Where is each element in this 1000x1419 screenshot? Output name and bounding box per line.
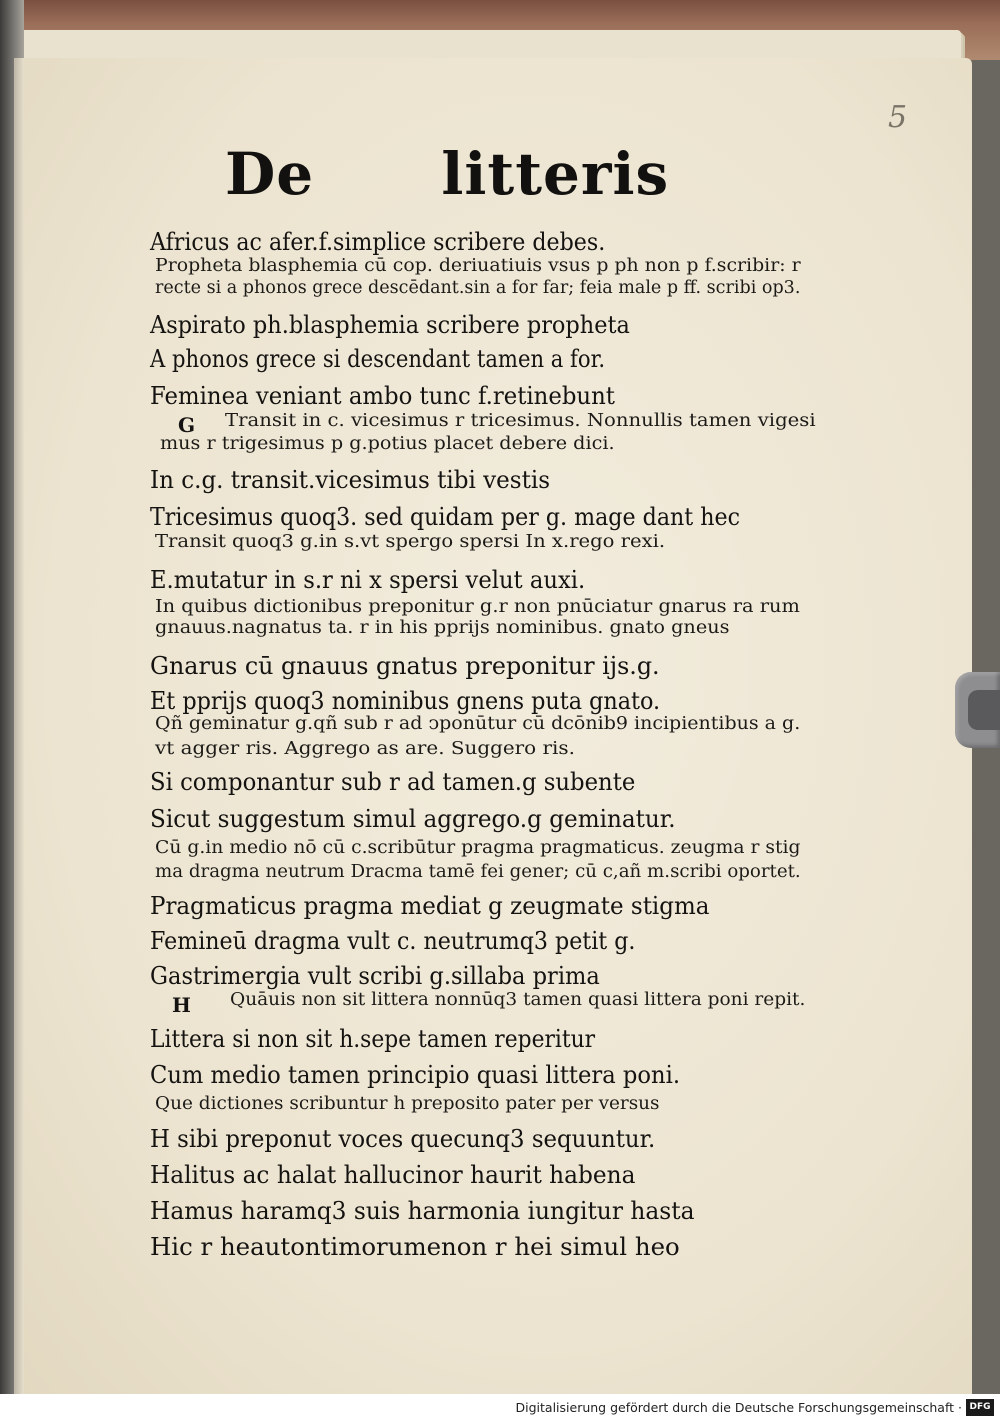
gloss-line: vt agger ris. Aggrego as are. Suggero ris. — [155, 739, 575, 759]
gloss-line: Transit in c. vicesimus r tricesimus. Nonnullis tamen vigesi — [225, 411, 816, 431]
gloss-line: Qñ geminatur g.qñ sub r ad ↄponūtur cū dcōnib9 incipientibus a g. — [155, 714, 801, 734]
verse-line: H sibi preponut voces quecunq3 sequuntur. — [150, 1125, 656, 1153]
marginal-letter-h: H — [172, 993, 191, 1017]
funding-credit: Digitalisierung gefördert durch die Deutsche Forschungsgemeinschaft · — [515, 1400, 962, 1415]
verse-line: Littera si non sit h.sepe tamen reperitur — [150, 1025, 596, 1053]
gloss-line: Que dictiones scribuntur h preposito pater per versus — [155, 1094, 660, 1114]
verse-line: Gnarus cū gnauus gnatus preponitur ijs.g. — [150, 652, 660, 680]
verse-line: Hamus haramq3 suis harmonia iungitur hasta — [150, 1197, 695, 1225]
verse-line: Africus ac afer.f.simplice scribere debes. — [150, 228, 606, 256]
gloss-line: In quibus dictionibus preponitur g.r non pnūciatur gnarus ra rum — [155, 597, 800, 617]
gloss-line: recte si a phonos grece descēdant.sin a for far; feia male p ff. scribi op3. — [155, 278, 801, 298]
gloss-line: Transit quoq3 g.in s.vt spergo spersi In x.rego rexi. — [155, 532, 666, 552]
verse-line: Et pprijs quoq3 nominibus gnens puta gnato. — [150, 687, 661, 715]
verse-line: Halitus ac halat hallucinor haurit habena — [150, 1161, 636, 1189]
verse-line: Sicut suggestum simul aggrego.g geminatur. — [150, 805, 676, 833]
verse-line: Femineū dragma vult c. neutrumq3 petit g. — [150, 927, 636, 955]
gloss-line: Cū g.in medio nō cū c.scribūtur pragma pragmaticus. zeugma r stig — [155, 838, 801, 858]
clasp-hole — [968, 690, 1000, 730]
verse-line: E.mutatur in s.r ni x spersi velut auxi. — [150, 566, 586, 594]
verse-line: Aspirato ph.blasphemia scribere propheta — [150, 311, 630, 339]
gloss-line: gnauus.nagnatus ta. r in his pprijs nominibus. gnato gneus — [155, 618, 730, 638]
footer-bar — [0, 1394, 1000, 1419]
verse-line: Pragmaticus pragma mediat g zeugmate stigma — [150, 892, 710, 920]
verse-line: Feminea veniant ambo tunc f.retinebunt — [150, 382, 615, 410]
gloss-line: Propheta blasphemia cū cop. deriuatiuis vsus p ph non p f.scribir: r — [155, 256, 801, 276]
page-heading: De litteris — [225, 140, 670, 208]
gloss-line: mus r trigesimus p g.potius placet debere dici. — [160, 434, 615, 454]
dfg-logo: DFG — [966, 1399, 994, 1416]
verse-line: Cum medio tamen principio quasi littera poni. — [150, 1061, 681, 1089]
verse-line: Hic r heautontimorumenon r hei simul heo — [150, 1233, 680, 1261]
page-gutter — [14, 58, 24, 1400]
gloss-line: ma dragma neutrum Dracma tamē fei gener; cū c,añ m.scribi oportet. — [155, 862, 801, 882]
marginal-letter-g: G — [178, 413, 196, 437]
verse-line: Si componantur sub r ad tamen.g subente — [150, 768, 636, 796]
gloss-line: Quāuis non sit littera nonnūq3 tamen quasi littera poni repit. — [230, 990, 806, 1010]
verse-line: In c.g. transit.vicesimus tibi vestis — [150, 466, 551, 494]
verse-line: Gastrimergia vult scribi g.sillaba prima — [150, 962, 600, 990]
verse-line: Tricesimus quoq3. sed quidam per g. mage dant hec — [150, 503, 741, 531]
verse-line: A phonos grece si descendant tamen a for. — [150, 345, 606, 373]
folio-number: 5 — [888, 100, 908, 135]
